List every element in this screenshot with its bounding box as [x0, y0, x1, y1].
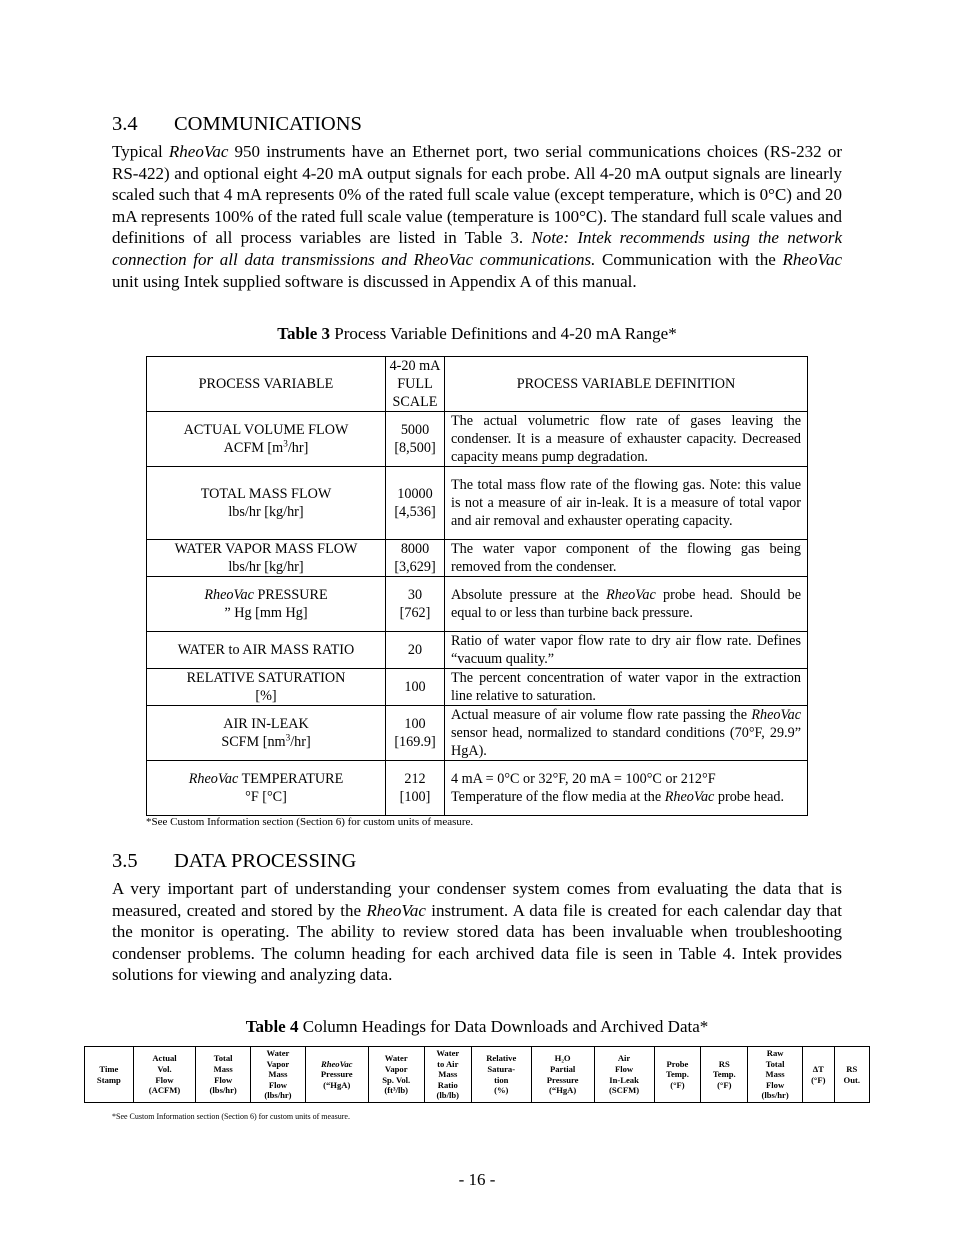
table4-column-header: Water Vapor Sp. Vol. (ft³/lb): [368, 1047, 424, 1103]
table-row: WATER VAPOR MASS FLOW lbs/hr [kg/hr] 8000 [3,629] The water vapor component of the flowing gas being removed from the condenser.: [147, 540, 808, 577]
table-3: [146, 356, 808, 816]
table4-column-header: Total Mass Flow (lbs/hr): [196, 1047, 251, 1103]
section-heading: 3.5 DATA PROCESSING: [112, 850, 357, 872]
data-processing-paragraph: A very important part of understanding your condenser system comes from evaluating the data that is measured, created and stored by the RheoVac instrument. A data file is created for each calendar day that the monitor is operating. The ability to review stored data has been invaluable when troubleshooting condenser problems. The column heading for each archived data file is seen in Table 4. Intek provides solutions for viewing and analyzing data.: [112, 879, 842, 985]
table-4: [84, 1046, 870, 1103]
table4-column-header: Air Flow In-Leak (SCFM): [594, 1047, 654, 1103]
table4-column-header: Time Stamp: [85, 1047, 134, 1103]
table4-column-header: RS Temp. (°F): [701, 1047, 748, 1103]
table-row: ACTUAL VOLUME FLOW ACFM $[m^3/hr]$ 5000 [8,500] The actual volumetric flow rate of gases leaving the condenser. It is a measure of exhauster capacity. Decreased capacity means pump degradation.: [147, 412, 808, 467]
table4-column-header: Water to Air Mass Ratio (lb/lb): [424, 1047, 471, 1103]
table3-footnote: *See Custom Information section (Section 6) for custom units of measure.: [146, 816, 474, 828]
table-row: TOTAL MASS FLOW lbs/hr [kg/hr] 10000 [4,536] The total mass flow rate of the flowing gas. Note: this value is not a measure of air in-leak. It is a measure of total vapor and air removal and exhauster operating capacity.: [147, 467, 808, 540]
section-heading: 3.4 COMMUNICATIONS: [112, 113, 362, 135]
table4-column-header: Water Vapor Mass Flow (lbs/hr): [251, 1047, 306, 1103]
table4-footnote: *See Custom Information section (Section 6) for custom units of measure.: [112, 1112, 350, 1121]
table-row: RheoVac PRESSURE ” Hg [mm Hg] 30 [762] Absolute pressure at the RheoVac probe head. Should be equal to or less than turbine back pressure.: [147, 577, 808, 632]
section-3-4: [112, 112, 842, 292]
page-number: - 16 -: [458, 1170, 496, 1189]
table4-column-header: Actual Vol. Flow (ACFM): [133, 1047, 196, 1103]
table4-column-header: Probe Temp. (°F): [654, 1047, 701, 1103]
communications-paragraph: Typical RheoVac 950 instruments have an Ethernet port, two serial communications choices (RS-232 or RS-422) and optional eight 4-20 mA output signals for each probe. All 4-20 mA output signals are linearly scaled such that 4 mA represents 0% of the rated full scale value (except temperature, which is 0°C) and 20 mA represents 100% of the rated full scale value (temperature is 100°C). The standard full scale values and definitions of all process variables are listed in Table 3. Note: Intek recommends using the network connection for all data transmissions and RheoVac communications. Communication with the RheoVac unit using Intek supplied software is discussed in Appendix A of this manual.: [112, 142, 842, 291]
table-header-row: [85, 1047, 870, 1103]
section-3-5: [112, 849, 842, 986]
table3-caption: Table 3 Process Variable Definitions and 4-20 mA Range*: [277, 324, 677, 343]
table4-column-header: RS Out.: [834, 1047, 869, 1103]
table-row: WATER to AIR MASS RATIO 20 Ratio of water vapor flow rate to dry air flow rate. Defines “vacuum quality.”: [147, 632, 808, 669]
table-row: AIR IN-LEAK SCFM $[nm^3/hr]$ 100 [169.9] Actual measure of air volume flow rate passing the RheoVac sensor head, normalized to standard conditions (70°F, 29.9” HgA).: [147, 706, 808, 761]
table-row: RELATIVE SATURATION [%] 100 The percent concentration of water vapor in the extraction line relative to saturation.: [147, 669, 808, 706]
table4-column-header: Raw Total Mass Flow (lbs/hr): [748, 1047, 803, 1103]
table4-column-header: ΔT (°F): [802, 1047, 834, 1103]
table4-column-header: RheoVac Pressure (“HgA): [305, 1047, 368, 1103]
table4-column-header: H₂O Partial Pressure (“HgA): [531, 1047, 594, 1103]
table4-caption: Table 4 Column Headings for Data Downloads and Archived Data*: [245, 1017, 709, 1036]
table-header-row: PROCESS VARIABLE 4-20 mA FULL SCALE PROCESS VARIABLE DEFINITION: [147, 357, 808, 412]
table-row: RheoVac TEMPERATURE °F [°C] 212 [100] 4 mA = 0°C or 32°F, 20 mA = 100°C or 212°F Temperature of the flow media at the RheoVac probe head.: [147, 761, 808, 816]
table4-column-header: Relative Satura- tion (%): [471, 1047, 531, 1103]
